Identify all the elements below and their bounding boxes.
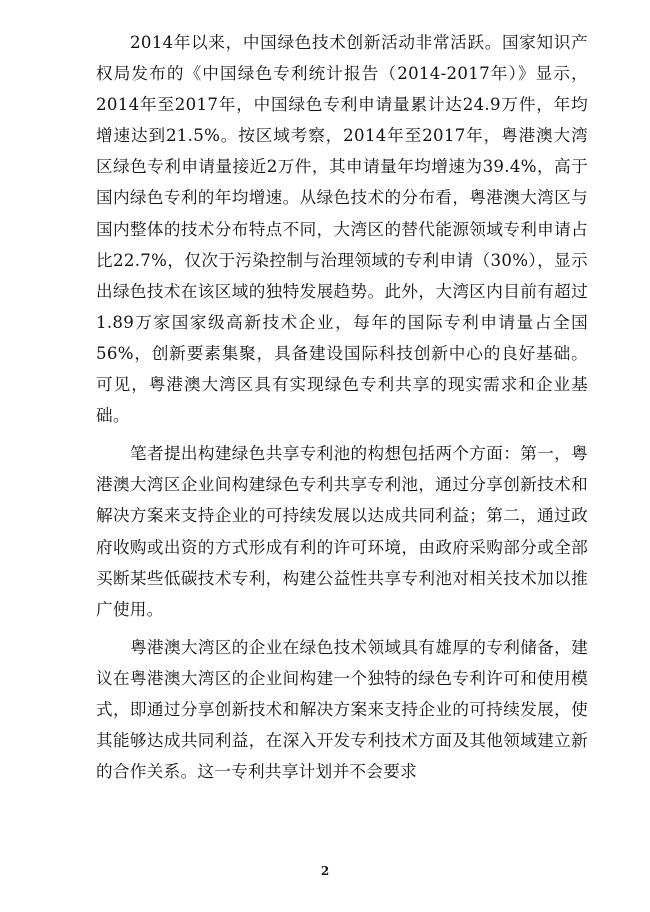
paragraph-enterprise-licensing-model: 粤港澳大湾区的企业在绿色技术领域具有雄厚的专利储备，建议在粤港澳大湾区的企业间构建一个独特的绿色专利许可和使用模式，即通过分享创新技术和解决方案来支持企业的可持续发展，使其能够达成共同利益，在深入开发专利技术方面及其他领域建立新的合作关系。这一专利共享计划并不会要求 [96,637,588,782]
paragraph-green-patent-statistics: 2014年以来，中国绿色技术创新活动非常活跃。国家知识产权局发布的《中国绿色专利统计报告（2014-2017年）》显示，2014年至2017年，中国绿色专利申请量累计达24.9万件，年均增速达到21.5%。按区域考察，2014年至2017年，粤港澳大湾区绿色专利申请量接近2万件，其申请量年均增速为39.4%，高于国内绿色专利的年均增速。从绿色技术的分布看，粤港澳大湾区与国内整体的技术分布特点不同，大湾区的替代能源领域专利申请占比22.7%，仅次于污染控制与治理领域的专利申请（30%），显示出绿色技术在该区域的独特发展趋势。此外，大湾区内目前有超过1.89万家国家级高新技术企业，每年的国际专利申请量占全国56%，创新要素集聚，具备建设国际科技创新中心的良好基础。可见，粤港澳大湾区具有实现绿色专利共享的现实需求和企业基础。 [96,33,588,426]
page-number: 2 [320,864,330,878]
paragraph-patent-pool-proposal: 笔者提出构建绿色共享专利池的构想包括两个方面：第一，粤港澳大湾区企业间构建绿色专利共享专利池，通过分享创新技术和解决方案来支持企业的可持续发展以达成共同利益；第二，通过政府收购或出资的方式形成有利的许可环境，由政府采购部分或全部买断某些低碳技术专利，构建公益性共享专利池对相关技术加以推广使用。 [96,444,588,619]
document-body [96,27,588,794]
